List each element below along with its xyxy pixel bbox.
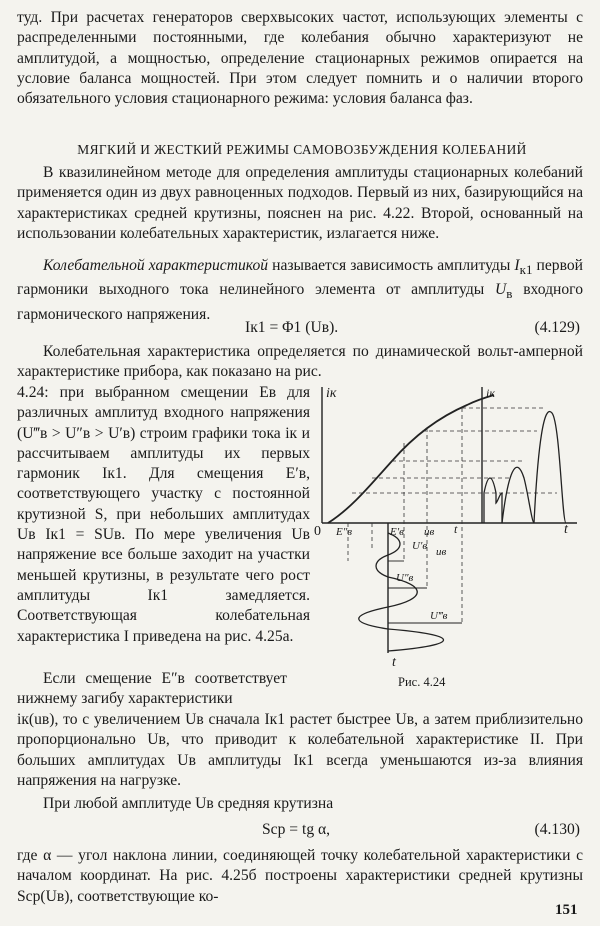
label-U2: U″в — [396, 572, 414, 584]
label-ub-2: uв — [436, 546, 447, 558]
label-E2: E″в — [336, 526, 353, 538]
paragraph-figure-description: 4.24: при выбранном смещении Eв для различных амплитуд входного напряжения (U‴в > U″в > U′в) строим графики тока iк и рассчитываем амплитуды их первых гармоник Iк1. Для смещения E′в, соответствующего участку с постоянной крутизной S, при небольших амплитудах Uв Iк1 = SUв. По мере увеличения Uв напряжение все больше заходит на участки меньшей крутизны, в результате чего рост амплитуды Iк1 замедляется. Соответствующая колебательная характеристика I приведена на рис. 4.25а. — [17, 384, 310, 645]
label-U1: U′в — [412, 540, 428, 552]
page-number: 151 — [555, 902, 578, 918]
paragraph-bias-case: Если смещение E″в соответствует нижнему загибу характеристики — [17, 670, 287, 708]
definition-text-b: первой гармоники выходного тока нелинейного элемента от амплитуды — [17, 257, 583, 299]
term-oscillation-characteristic: Колебательной характеристикой — [43, 257, 269, 274]
label-E1: E′в — [390, 526, 404, 538]
label-t-time: t — [392, 655, 396, 670]
paragraph-dynamic-characteristic: Колебательная характеристика определяется по динамической вольт-амперной характеристике прибора, как показано на рис. — [17, 343, 583, 381]
paragraph-intro: туд. При расчетах генераторов сверхвысоких частот, использующих элементы с распределенными постоянными, где колебания обычно характеризуют не амплитудой, а мощностью, определение стационарных режимов опирается на условие баланса мощностей. При этом следует помнить и о наличии второго обязательного условия стационарного режима: условия баланса фаз. — [17, 9, 583, 108]
definition-text-a: называется зависимость амплитуды — [268, 257, 515, 274]
label-U3: U‴в — [430, 610, 448, 622]
equation-4-129: Iк1 = Φ1 (Uв). — [245, 319, 339, 336]
output-wave-3 — [534, 411, 566, 523]
label-t-output: t — [564, 522, 568, 537]
label-ik: iк — [326, 386, 337, 401]
figure-4-24 — [312, 383, 587, 673]
label-ik-output: iк — [486, 386, 495, 400]
equation-number-4-130: (4.130) — [534, 821, 580, 838]
output-wave-1 — [484, 478, 502, 523]
paragraph-characteristic-ii: iк(uв), то с увеличением Uв сначала Iк1 растет быстрее Uв, а затем приблизительно пропорционально Uв, что приводит к колебательной характеристике II. При больших амплитудах Uв амплитуды Iк1 всегда уменьшаются из-за влияния напряжения на нагрузке. — [17, 711, 583, 789]
paragraph-alpha-definition: где α — угол наклона линии, соединяющей точку колебательной характеристики с началом координат. На рис. 4.25б построены характеристики средней крутизны Sср(Uв), соответствующие ко- — [17, 847, 583, 905]
section-heading: МЯГКИЙ И ЖЕСТКИЙ РЕЖИМЫ САМОВОЗБУЖДЕНИЯ КОЛЕБАНИЙ — [77, 142, 527, 157]
label-ub: uв — [424, 526, 435, 538]
label-origin: 0 — [314, 524, 321, 539]
paragraph-quasilinear: В квазилинейном методе для определения амплитуды стационарных колебаний применяется один из двух равноценных подходов. Первый из них, базирующийся на характеристиках средней крутизны, пояснен на рис. 4.22. Второй, основанный на использовании колебательных характеристик, излагается ниже. — [17, 164, 583, 242]
equation-4-130: Sср = tg α, — [262, 821, 331, 838]
output-wave-2 — [502, 467, 534, 523]
definition-text-c: входного гармонического напряжения. — [17, 281, 583, 323]
characteristic-curve — [328, 395, 494, 523]
input-wave-u3 — [388, 629, 444, 651]
figure-caption: Рис. 4.24 — [398, 675, 446, 689]
label-t: t — [454, 522, 458, 536]
equation-number-4-129: (4.129) — [534, 319, 580, 336]
paragraph-average-slope: При любой амплитуде Uв средняя крутизна — [43, 795, 334, 812]
paragraph-definition: Колебательной характеристикой называется зависимость амплитуды $I_{к1}$ первой гармоники выходного тока нелинейного элемента от амплитуды $U_в$ входного гармонического напряжения. — [17, 257, 583, 323]
